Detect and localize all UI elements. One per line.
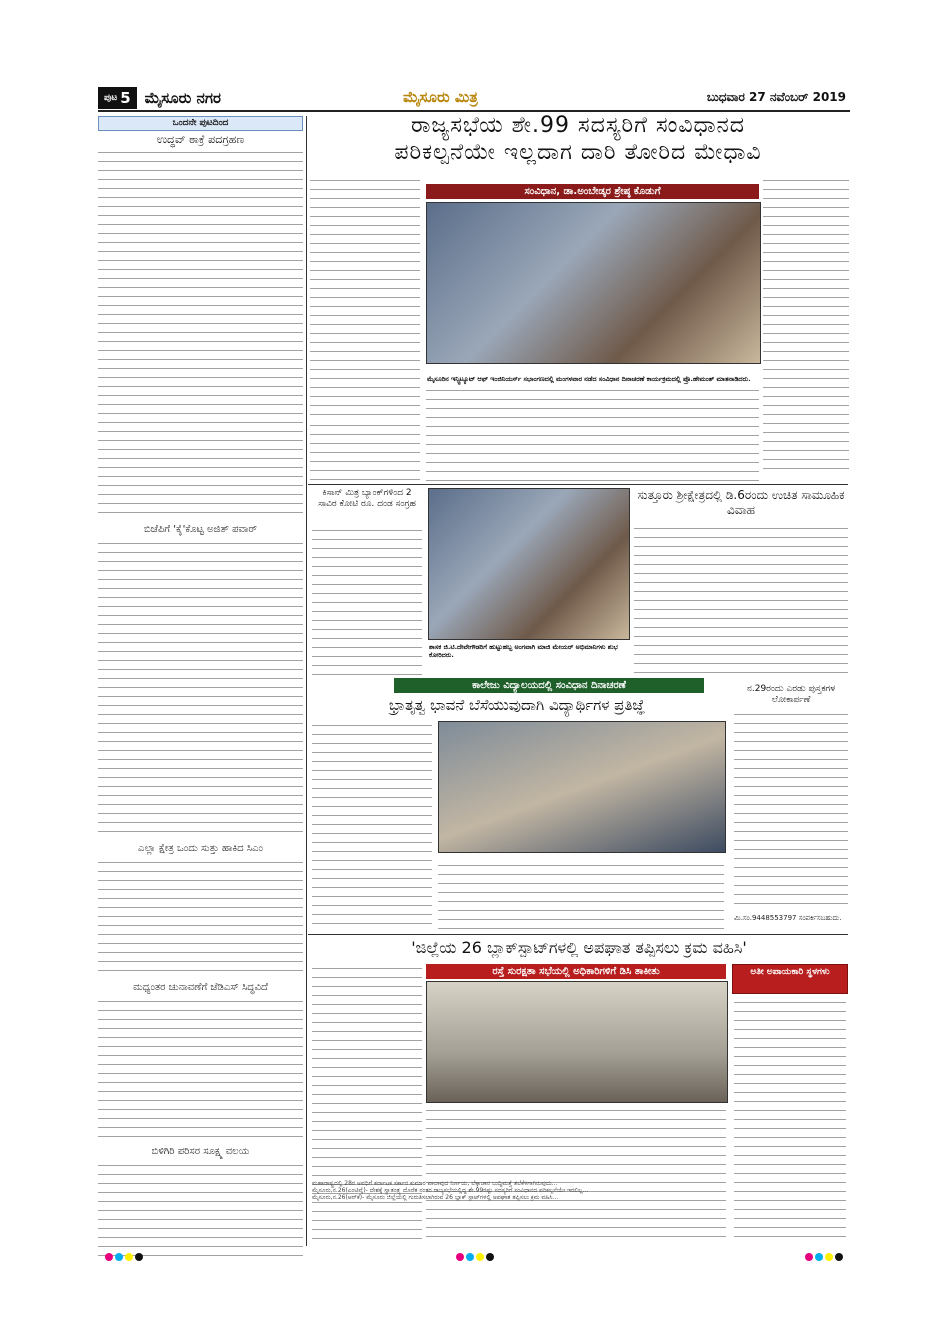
reg-dot-icon bbox=[815, 1253, 823, 1261]
top-story-col-1 bbox=[310, 176, 420, 416]
suttur-head: ಸುತ್ತೂರು ಶ್ರೀಕ್ಷೇತ್ರದಲ್ಲಿ ಡಿ.6ರಂದು ಉಚಿತ ಸಾಮೂಹಿಕ ವಿವಾಹ bbox=[637, 488, 845, 517]
story-head-biligiri: ಬಿಳಿಗಿರಿ ಪರಿಸರ ಸೂಕ್ಷ್ಮ ವಲಯ bbox=[151, 1146, 250, 1157]
reg-dot-icon bbox=[825, 1253, 833, 1261]
registration-marks-right bbox=[804, 1253, 844, 1261]
college-head: ಭ್ರಾತೃತ್ವ ಭಾವನೆ ಬೆಸೆಯುವುದಾಗಿ ವಿದ್ಯಾರ್ಥಿಗಳ ಪ್ರತಿಜ್ಞೆ bbox=[388, 696, 646, 714]
story-body-cm bbox=[98, 858, 303, 978]
page-label: ಪುಟ bbox=[104, 93, 118, 103]
reg-dot-icon bbox=[456, 1253, 464, 1261]
college-band: ಕಾಲೇಜು ವಿದ್ಯಾಲಯದಲ್ಲಿ ಸಂವಿಧಾನ ದಿನಾಚರಣೆ bbox=[394, 678, 704, 693]
books-head: ನ.29ರಂದು ಎರಡು ಪುಸ್ತಕಗಳ ಲೋಕಾರ್ಪಣೆ bbox=[746, 684, 836, 705]
registration-marks-center bbox=[455, 1253, 495, 1261]
books-contact: ಮಿ.ಸಂ.9448553797 ಸಂಪರ್ಕಿಸಬಹುದು. bbox=[734, 914, 842, 922]
reg-dot-icon bbox=[135, 1253, 143, 1261]
rule-1 bbox=[308, 484, 848, 485]
blackspot-headline: 'ಜಿಲ್ಲೆಯ 26 ಬ್ಲಾಕ್‌ಸ್ಪಾಟ್‌ಗಳಲ್ಲಿ ಅಪಘಾತ ತಪ್ಪಿಸಲು ಕ್ರಮ ವಹಿಸಿ' bbox=[411, 938, 747, 957]
birthday-photo-caption: ಶಾಸಕ ಜಿ.ಟಿ.ದೇವೇಗೌಡರಿಗೆ ಹುಟ್ಟುಹಬ್ಬ ಅಂಗವಾಗಿ ಮಾಜಿ ಮೇಯರ್ ಅಭಿಮಾನಿಗಳು ಶುಭ ಕೋರಿದರು. bbox=[429, 643, 618, 659]
story-body-jds bbox=[98, 997, 303, 1142]
kisan-head: ಕಿಸಾನ್ ಮಿತ್ರ ಬ್ಯಾಂಕ್‌ಗಳಿಂದ 2 ಸಾವಿರ ಕೋಟಿ ರೂ. ದಂಡ ಸಂಗ್ರಹ bbox=[318, 488, 416, 509]
continued-box-title: ಒಂದನೇ ಪುಟದಿಂದ bbox=[98, 116, 303, 131]
masthead bbox=[98, 86, 850, 112]
students-photo bbox=[438, 721, 726, 853]
top-headline-line-1: ರಾಜ್ಯಸಭೆಯ ಶೇ.99 ಸದಸ್ಯರಿಗೆ ಸಂವಿಧಾನದ bbox=[411, 113, 745, 138]
dangerous-spots-title: ಅತೀ ಅಪಾಯಕಾರಿ ಸ್ಥಳಗಳು bbox=[732, 964, 848, 994]
story-body-biligiri bbox=[98, 1161, 303, 1261]
dangerous-spots-list bbox=[734, 998, 846, 1243]
paper-logo: ಮೈಸೂರು ಮಿತ್ರ bbox=[403, 88, 478, 106]
story-body-uddhav bbox=[98, 148, 303, 520]
top-story-headline bbox=[308, 112, 848, 166]
body-text-samples bbox=[312, 1180, 712, 1220]
registration-marks-left bbox=[104, 1253, 144, 1261]
reg-dot-icon bbox=[476, 1253, 484, 1261]
birthday-photo bbox=[428, 488, 630, 659]
college-body-1 bbox=[312, 721, 432, 931]
top-story-col-1b bbox=[310, 421, 420, 481]
story-head-ajit: ಬಿಜೆಪಿಗೆ 'ಕೈ'ಕೊಟ್ಟ ಅಜಿತ್ ಪವಾರ್ bbox=[144, 524, 257, 535]
top-story-band: ಸಂವಿಧಾನ, ಡಾ.ಅಂಬೇಡ್ಕರ ಶ್ರೇಷ್ಠ ಕೊಡುಗೆ bbox=[426, 184, 759, 199]
kisan-body bbox=[312, 526, 422, 676]
reg-dot-icon bbox=[105, 1253, 113, 1261]
reg-dot-icon bbox=[466, 1253, 474, 1261]
bottom-dateline: ಮೈಸೂರು,ನ.26(ಆರ್‌ಕೆ)- ಮೈಸೂರು ಜಿಲ್ಲೆಯಲ್ಲಿ ಗುರುತಿಸಲಾಗಿರುವ 26 ಬ್ಲಾಕ್ ಸ್ಪಾಟ್‌ಗಳಲ್ಲಿ ಅಪಘಾತ ತಪ್ಪಿಸಲು ಕ್ರಮ ವಹಿಸಿ... bbox=[312, 1194, 559, 1201]
seminar-photo-caption: ಮೈಸೂರಿನ ಇನ್ಸ್ಟಿಟ್ಯೂಟ್ ಆಫ್ ಇಂಜಿನಿಯರ್ಸ್ ಸಭಾಂಗಣದಲ್ಲಿ ಮಂಗಳವಾರ ನಡೆದ ಸಂವಿಧಾನ ದಿನಾಚರಣೆ ಕಾರ್ಯಕ್ರಮದಲ್ಲಿ ಪ್ರೊ.ಹೇಮಂತ್ ಮಾತನಾಡಿದರು. bbox=[427, 375, 751, 383]
reg-dot-icon bbox=[805, 1253, 813, 1261]
meeting-photo bbox=[426, 981, 728, 1103]
suttur-body bbox=[634, 524, 848, 674]
story-head-cm: ಎಲ್ಲಾ ಕ್ಷೇತ್ರ ಒಂದು ಸುತ್ತು ಹಾಕಿದ ಸಿಎಂ bbox=[138, 843, 263, 854]
story-head-jds: ಮಧ್ಯಂತರ ಚುನಾವಣೆಗೆ ಜೆಡಿಎಸ್ ಸಿದ್ಧವಿದೆ bbox=[133, 982, 268, 993]
reg-dot-icon bbox=[486, 1253, 494, 1261]
books-body bbox=[734, 710, 848, 910]
story-body-ajit bbox=[98, 539, 303, 839]
left-body-sample: ಮಹಾರಾಷ್ಟ್ರದಲ್ಲಿ 28ರ ಅವಧಿಗೆ ಕರ್ನಾಟಕ ಸರ್ಕಾರ ಕುಮಾರ ಪಾಲಾವುದ ನಿರ್ಣಯ, ಲೆಕ್ಕಾಚಾರ ಬುದ್ಧಿಮತ್ತೆ ತಲೆಕೆಳಗಾಗಿರುವುದು... bbox=[312, 1180, 558, 1187]
newspaper-page bbox=[98, 86, 850, 1250]
top-story-col-4 bbox=[763, 176, 849, 476]
college-body-2 bbox=[438, 861, 724, 931]
rule-2 bbox=[308, 934, 848, 935]
top-headline-line-2: ಪರಿಕಲ್ಪನೆಯೇ ಇಲ್ಲದಾಗ ದಾರಿ ತೋರಿದ ಮೇಧಾವಿ bbox=[394, 140, 762, 165]
section-title: ಮೈಸೂರು ನಗರ bbox=[144, 89, 221, 107]
top-dateline: ಮೈಸೂರು,ನ.26(ಎಂಟಿವೈ)- ದೇಶಕ್ಕೆ ಸ್ವಾತಂತ್ರ್ಯ ದೊರೆತ ನಂತರ ರಾಜ್ಯಸಭೆಯಲ್ಲಿದ್ದ ಶೇ.99ರಷ್ಟು ಸದಸ್ಯರಿಗೆ ಸಂವಿಧಾನದ ಪರಿಕಲ್ಪನೆಯೇ ಇರಲಿಲ್ಲ... bbox=[312, 1187, 589, 1194]
story-head-uddhav: ಉದ್ಧವ್ ಠಾಕ್ರೆ ಪದಗ್ರಹಣ bbox=[156, 133, 245, 146]
column-rule bbox=[306, 116, 307, 1246]
top-story-lower bbox=[426, 386, 759, 482]
seminar-photo bbox=[426, 202, 761, 383]
page-number bbox=[98, 87, 137, 109]
page-number-value: 5 bbox=[120, 89, 131, 107]
reg-dot-icon bbox=[835, 1253, 843, 1261]
left-column bbox=[98, 116, 303, 1261]
issue-date: ಬುಧವಾರ 27 ನವೆಂಬರ್ 2019 bbox=[706, 90, 846, 104]
reg-dot-icon bbox=[115, 1253, 123, 1261]
reg-dot-icon bbox=[125, 1253, 133, 1261]
blackspot-body-2 bbox=[426, 1106, 726, 1244]
blackspot-band: ರಸ್ತೆ ಸುರಕ್ಷತಾ ಸಭೆಯಲ್ಲಿ ಅಧಿಕಾರಿಗಳಿಗೆ ಡಿಸಿ ತಾಕೀತು bbox=[426, 964, 726, 979]
